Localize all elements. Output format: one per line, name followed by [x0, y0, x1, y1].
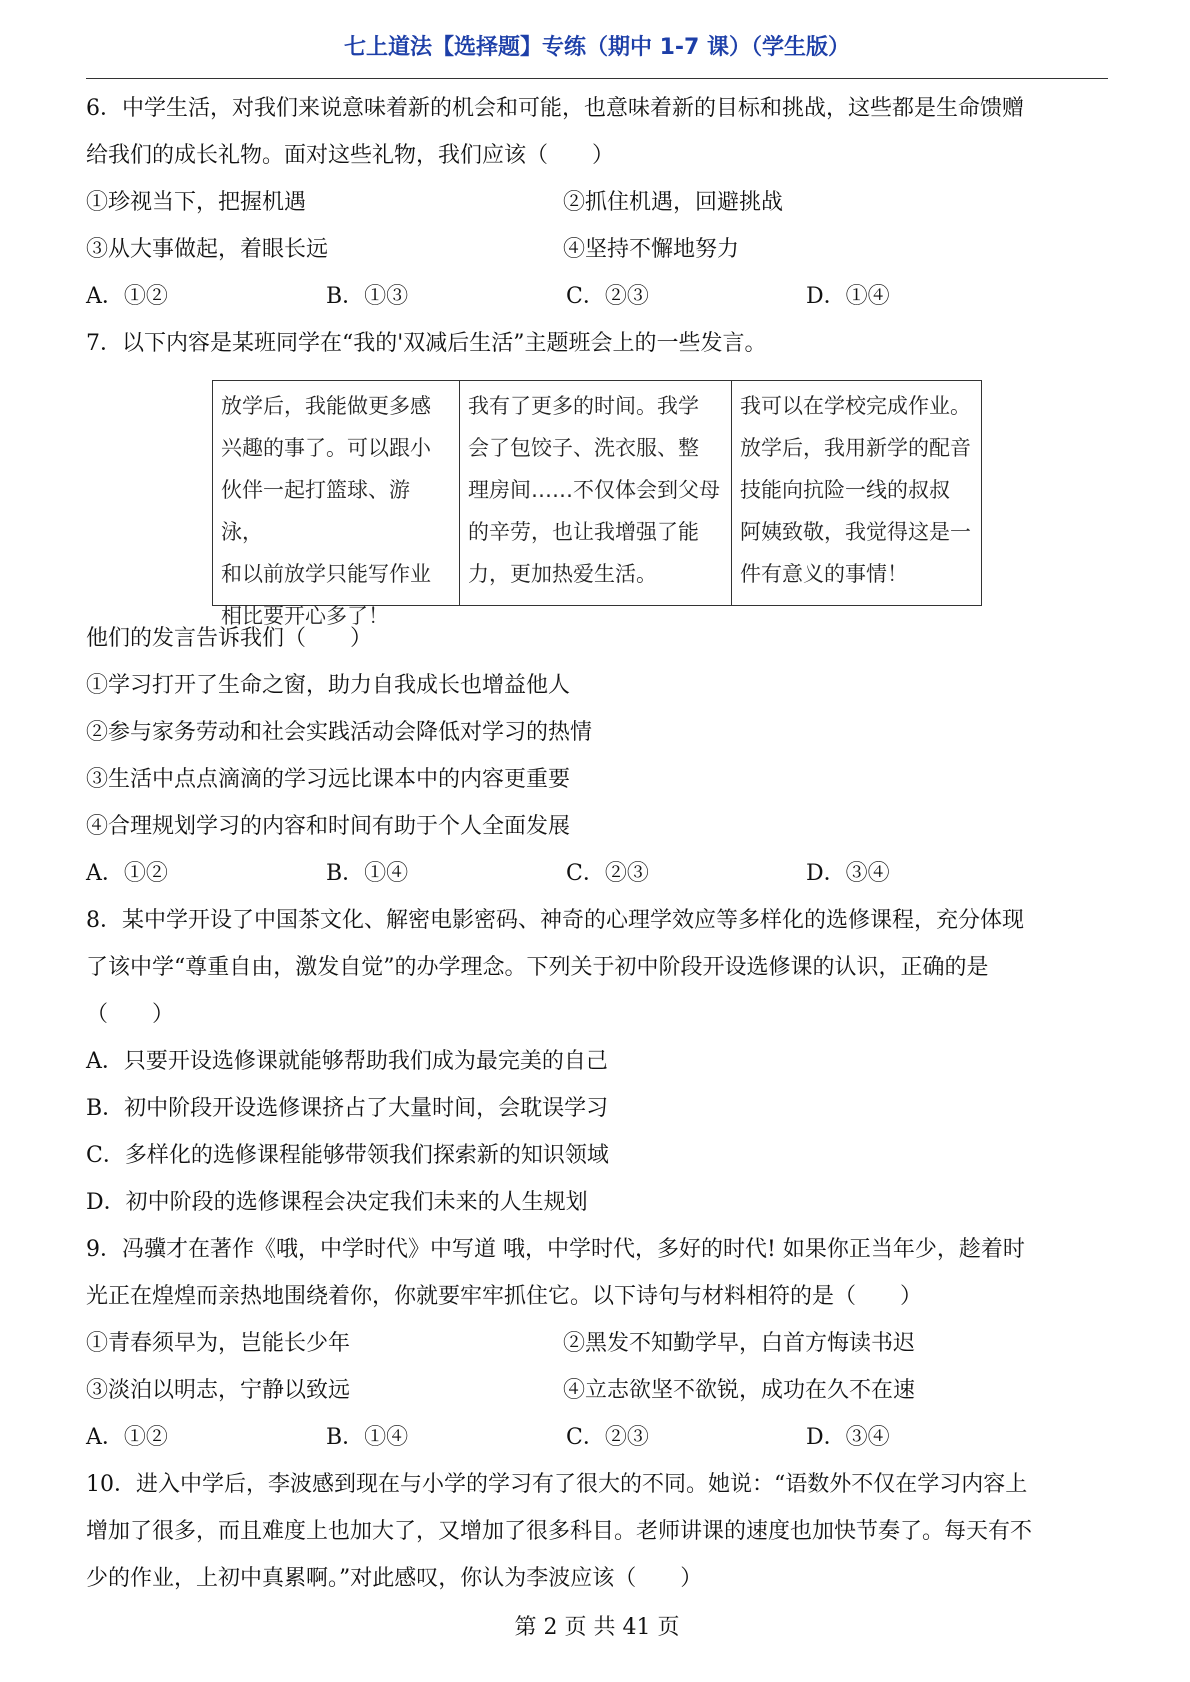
q7-stem: 7．以下内容是某班同学在“我的'双减后生活”主题班会上的一些发言。	[86, 331, 767, 356]
q7-choice-a: A．①②	[86, 861, 168, 886]
document-title: 七上道法【选择题】专练（期中 1-7 课）（学生版）	[343, 35, 851, 60]
q7-item-4: ④合理规划学习的内容和时间有助于个人全面发展	[86, 814, 571, 839]
q7-choice-b: B．①④	[326, 861, 409, 886]
q7-speech-3-line: 放学后，我用新学的配音	[740, 436, 971, 460]
q9-stem-line1: 9．冯骥才在著作《哦，中学时代》中写道 哦，中学时代，多好的时代! 如果你正当年少，趁着时	[86, 1237, 1025, 1262]
q7-speech-2-line: 会了包饺子、洗衣服、整	[468, 436, 699, 460]
q6-choice-d: D．①④	[806, 284, 890, 309]
q7-speech-2-line: 理房间……不仅体会到父母	[468, 478, 720, 502]
q6-choice-b: B．①③	[326, 284, 409, 309]
q7-item-3: ③生活中点点滴滴的学习远比课本中的内容更重要	[86, 767, 571, 792]
q7-speech-1-line: 相比要开心多了！	[221, 604, 389, 628]
q10-stem-line2: 增加了很多，而且难度上也加大了，又增加了很多科目。老师讲课的速度也加快节奏了。每天有不	[86, 1519, 1033, 1544]
q7-speech-1-line: 兴趣的事了。可以跟小	[221, 436, 431, 460]
q9-choice-c: C．②③	[566, 1425, 649, 1450]
q9-choice-d: D．③④	[806, 1425, 890, 1450]
q7-speech-2-line: 力，更加热爱生活。	[468, 562, 657, 586]
q8-choice-a: A．只要开设选修课就能够帮助我们成为最完美的自己	[86, 1049, 608, 1074]
q6-choice-a: A．①②	[86, 284, 168, 309]
q8-stem-line2: 了该中学“尊重自由，激发自觉”的办学理念。下列关于初中阶段开设选修课的认识，正确的是	[86, 955, 989, 980]
q7-choice-c: C．②③	[566, 861, 649, 886]
q7-speech-cell-3	[731, 381, 981, 605]
q7-speech-3-line: 阿姨致敬，我觉得这是一	[740, 520, 971, 544]
q7-speech-cell-2	[459, 381, 731, 605]
q7-speech-2-line: 的辛劳，也让我增强了能	[468, 520, 699, 544]
q9-item-1: ①青春须早为，岂能长少年	[86, 1331, 351, 1356]
q7-speech-1-line: 和以前放学只能写作业	[221, 562, 431, 586]
q8-stem-line3: （ ）	[86, 1002, 175, 1027]
q7-speech-cell-1	[213, 381, 459, 628]
q6-item-4: ④坚持不懈地努力	[563, 237, 740, 262]
q7-prompt: 他们的发言告诉我们（ ）	[86, 626, 373, 651]
q6-stem-line2: 给我们的成长礼物。面对这些礼物，我们应该（ ）	[86, 143, 615, 168]
q8-stem-line1: 8．某中学开设了中国茶文化、解密电影密码、神奇的心理学效应等多样化的选修课程，充分体现	[86, 908, 1025, 933]
q7-item-2: ②参与家务劳动和社会实践活动会降低对学习的热情	[86, 720, 593, 745]
page-number: 第 2 页 共 41 页	[514, 1615, 680, 1640]
q9-choice-b: B．①④	[326, 1425, 409, 1450]
q6-choice-c: C．②③	[566, 284, 649, 309]
q7-speech-1-line: 伙伴一起打篮球、游泳，	[221, 478, 410, 544]
q6-stem-line1: 6．中学生活，对我们来说意味着新的机会和可能，也意味着新的目标和挑战，这些都是生命馈赠	[86, 96, 1025, 121]
q6-item-2: ②抓住机遇，回避挑战	[563, 190, 784, 215]
q9-stem-line2: 光正在煌煌而亲热地围绕着你，你就要牢牢抓住它。以下诗句与材料相符的是（ ）	[86, 1284, 923, 1309]
q7-speech-3-line: 技能向抗险一线的叔叔	[740, 478, 950, 502]
q7-speech-2-line: 我有了更多的时间。我学	[468, 394, 699, 418]
q9-item-2: ②黑发不知勤学早，白首方悔读书迟	[563, 1331, 916, 1356]
q10-stem-line1: 10．进入中学后，李波感到现在与小学的学习有了很大的不同。她说：“语数外不仅在学习内容上	[86, 1472, 1028, 1497]
q6-item-1: ①珍视当下，把握机遇	[86, 190, 307, 215]
q7-speech-1-line: 放学后，我能做更多感	[221, 394, 431, 418]
q8-choice-c: C．多样化的选修课程能够带领我们探索新的知识领域	[86, 1143, 609, 1168]
q9-item-4: ④立志欲坚不欲锐，成功在久不在速	[563, 1378, 916, 1403]
q7-speech-table	[212, 380, 982, 628]
q7-choice-d: D．③④	[806, 861, 890, 886]
q10-stem-line3: 少的作业，上初中真累啊。”对此感叹，你认为李波应该（ ）	[86, 1566, 703, 1591]
q8-choice-b: B．初中阶段开设选修课挤占了大量时间，会耽误学习	[86, 1096, 609, 1121]
q7-speech-3-line: 我可以在学校完成作业。	[740, 394, 971, 418]
q8-choice-d: D．初中阶段的选修课程会决定我们未来的人生规划	[86, 1190, 588, 1215]
q7-speech-3-line: 件有意义的事情！	[740, 562, 908, 586]
q9-choice-a: A．①②	[86, 1425, 168, 1450]
q9-item-3: ③淡泊以明志，宁静以致远	[86, 1378, 351, 1403]
q6-item-3: ③从大事做起，着眼长远	[86, 237, 329, 262]
q7-item-1: ①学习打开了生命之窗，助力自我成长也增益他人	[86, 673, 571, 698]
header-divider	[86, 78, 1108, 79]
